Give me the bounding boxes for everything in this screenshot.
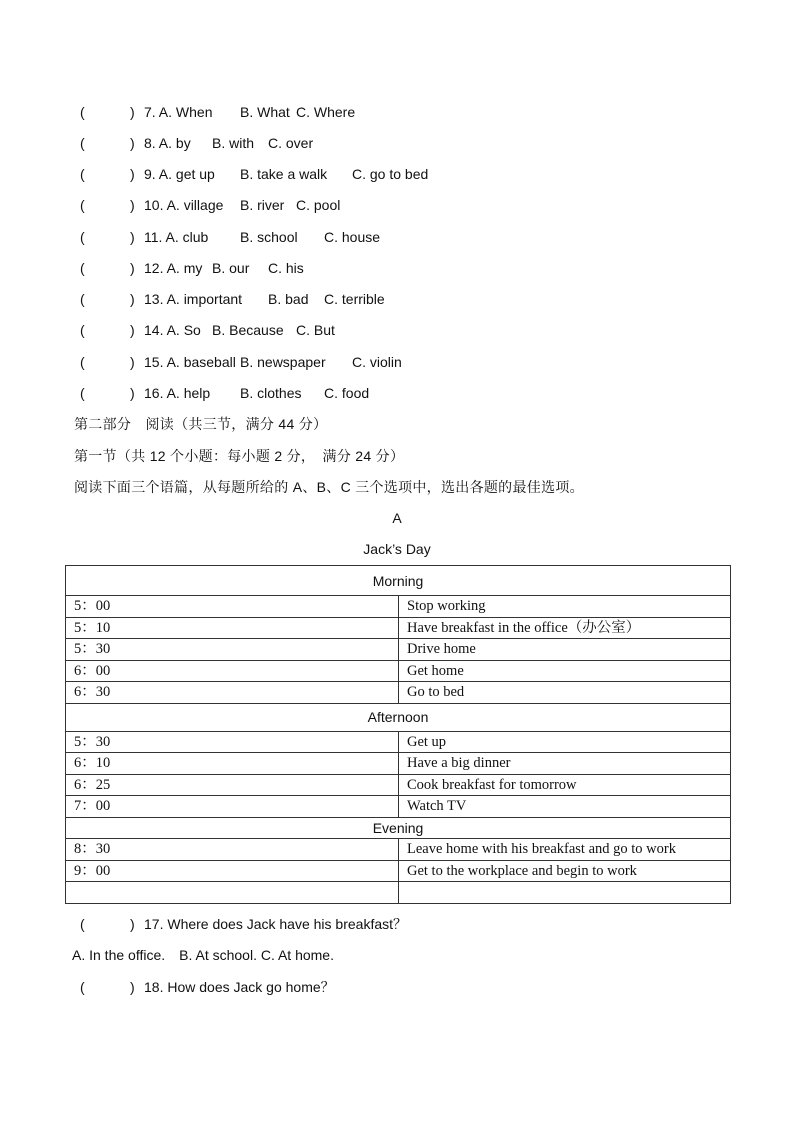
table-row xyxy=(66,796,731,818)
table-row xyxy=(66,860,731,882)
table-row xyxy=(66,617,731,639)
option-a: 13. A. important xyxy=(144,291,243,307)
time-cell: 5：30 xyxy=(66,731,399,753)
option-b: B. newspaper xyxy=(240,354,326,370)
section1-heading: 第一节（共 12 个小题：每小题 2 分， 满分 24 分） xyxy=(74,448,405,464)
time-cell xyxy=(66,882,399,904)
question-18: ( ) 18. How does Jack go home？ xyxy=(80,979,335,995)
activity-cell: Get to the workplace and begin to work xyxy=(399,860,731,882)
time-cell: 6：25 xyxy=(66,774,399,796)
option-c: C. food xyxy=(324,385,370,401)
option-c: C. house xyxy=(324,229,381,245)
question-17: ( ) 17. Where does Jack have his breakfast？ xyxy=(80,916,408,932)
time-cell: 8：30 xyxy=(66,839,399,861)
question-9: ( ) 9. A. get up B. take a walk C. go to bed xyxy=(80,166,429,182)
table-row-empty xyxy=(66,882,731,904)
activity-cell: Watch TV xyxy=(399,796,731,818)
passage-letter: A xyxy=(392,510,402,526)
option-a: 9. A. get up xyxy=(144,166,215,182)
time-cell: 7：00 xyxy=(66,796,399,818)
table-row xyxy=(66,839,731,861)
activity-cell: Stop working xyxy=(399,596,731,618)
option-b: B. with xyxy=(212,135,255,151)
table-row xyxy=(66,596,731,618)
time-cell: 5：10 xyxy=(66,617,399,639)
table-row xyxy=(66,731,731,753)
option-a: 10. A. village xyxy=(144,197,224,213)
time-cell: 6：10 xyxy=(66,753,399,775)
activity-cell: Drive home xyxy=(399,639,731,661)
question-7: ( ) 7. A. When B. What C. Where xyxy=(80,104,356,120)
option-a: 11. A. club xyxy=(144,229,209,245)
option-b: B. Because xyxy=(212,322,284,338)
option-c: C. violin xyxy=(352,354,402,370)
activity-cell xyxy=(399,882,731,904)
activity-cell: Get home xyxy=(399,660,731,682)
activity-cell: Get up xyxy=(399,731,731,753)
passage-title: Jack’s Day xyxy=(363,541,431,557)
question-text: 17. Where does Jack have his breakfast？ xyxy=(144,916,408,932)
option-b: B. river xyxy=(240,197,285,213)
option-c: C. Where xyxy=(296,104,356,120)
activity-cell: Have breakfast in the office（办公室） xyxy=(399,617,731,639)
option-c: C. go to bed xyxy=(352,166,429,182)
option-c: C. his xyxy=(268,260,304,276)
option-a: 14. A. So xyxy=(144,322,201,338)
section-afternoon: Afternoon xyxy=(66,703,731,731)
question-16: ( ) 16. A. help B. clothes C. food xyxy=(80,385,370,401)
question-14: ( ) 14. A. So B. Because C. But xyxy=(80,322,335,338)
option-b: B. clothes xyxy=(240,385,302,401)
question-8: ( ) 8. A. by B. with C. over xyxy=(80,135,314,151)
activity-cell: Cook breakfast for tomorrow xyxy=(399,774,731,796)
option-a: 16. A. help xyxy=(144,385,211,401)
option-b: B. bad xyxy=(268,291,309,307)
time-cell: 6：30 xyxy=(66,682,399,704)
table-row xyxy=(66,774,731,796)
option-a: 7. A. When xyxy=(144,104,213,120)
time-cell: 9：00 xyxy=(66,860,399,882)
question-10: ( ) 10. A. village B. river C. pool xyxy=(80,197,341,213)
option-c: C. But xyxy=(296,322,335,338)
instruction-text: 阅读下面三个语篇，从每题所给的 A、B、C 三个选项中，选出各题的最佳选项。 xyxy=(74,479,584,495)
question-17-options: A. In the office. B. At school. C. At home. xyxy=(72,947,334,963)
table-row xyxy=(66,682,731,704)
option-b: B. What xyxy=(240,104,290,120)
section-evening: Evening xyxy=(66,817,731,839)
option-c: C. over xyxy=(268,135,314,151)
section-morning: Morning xyxy=(66,566,731,596)
option-b: B. school xyxy=(240,229,298,245)
option-a: 8. A. by xyxy=(144,135,191,151)
question-text: 18. How does Jack go home？ xyxy=(144,979,335,995)
question-13: ( ) 13. A. important B. bad C. terrible xyxy=(80,291,385,307)
activity-cell: Go to bed xyxy=(399,682,731,704)
question-12: ( ) 12. A. my B. our C. his xyxy=(80,260,304,276)
question-15: ( ) 15. A. baseball B. newspaper C. violin xyxy=(80,354,402,370)
option-b: B. our xyxy=(212,260,250,276)
time-cell: 6：00 xyxy=(66,660,399,682)
option-b: B. take a walk xyxy=(240,166,328,182)
table-row xyxy=(66,753,731,775)
activity-cell: Have a big dinner xyxy=(399,753,731,775)
time-cell: 5：30 xyxy=(66,639,399,661)
option-a: 12. A. my xyxy=(144,260,203,276)
option-c: C. pool xyxy=(296,197,341,213)
table-row xyxy=(66,660,731,682)
table-row xyxy=(66,639,731,661)
time-cell: 5：00 xyxy=(66,596,399,618)
schedule-table xyxy=(65,565,731,904)
part2-heading: 第二部分 阅读（共三节，满分 44 分） xyxy=(74,416,328,432)
option-a: 15. A. baseball xyxy=(144,354,236,370)
option-c: C. terrible xyxy=(324,291,385,307)
activity-cell: Leave home with his breakfast and go to work xyxy=(399,839,731,861)
question-11: ( ) 11. A. club B. school C. house xyxy=(80,229,381,245)
